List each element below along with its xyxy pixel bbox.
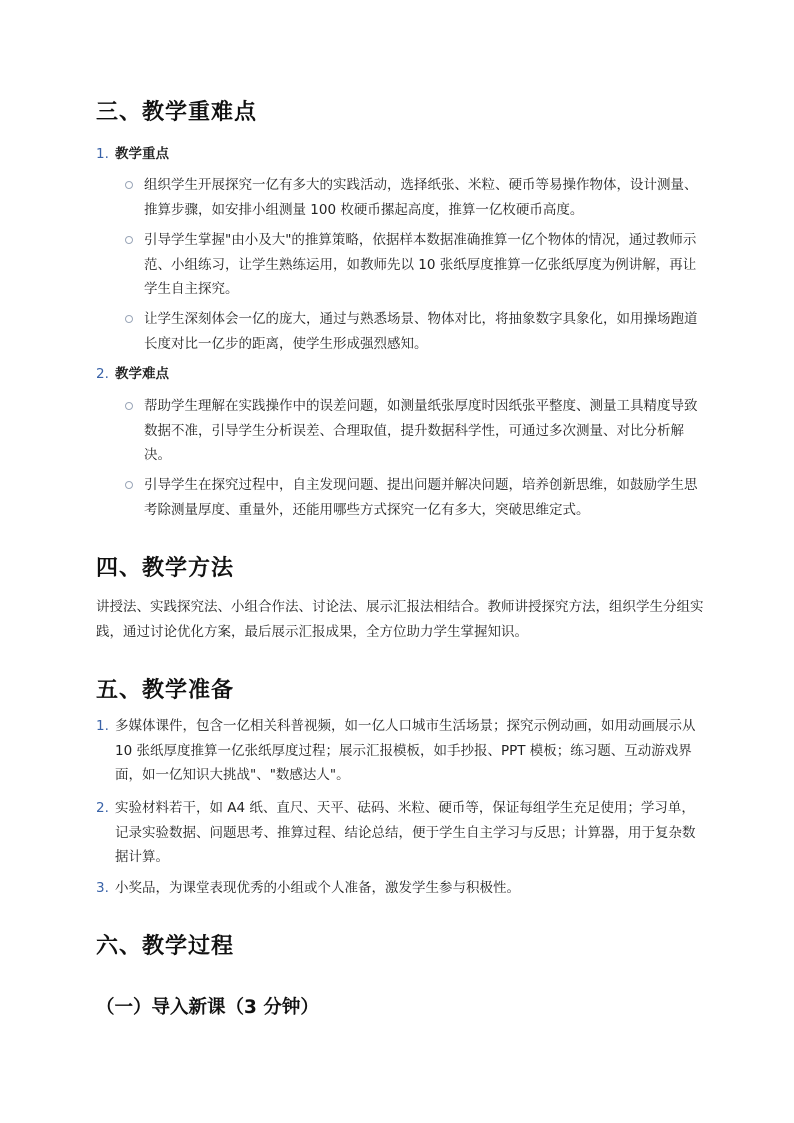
bullet-icon bbox=[125, 181, 133, 189]
list-item: 实验材料若干，如 A4 纸、直尺、天平、砝码、米粒、硬币等，保证每组学生充足使用；学习单，记录实验数据、问题思考、推算过程、结论总结，便于学生自主学习与反思；计算器，用于复杂数据计算。 bbox=[115, 800, 696, 865]
section-title-difficulties: 三、教学重难点 bbox=[96, 100, 258, 125]
list-item: 组织学生开展探究一亿有多大的实践活动，选择纸张、米粒、硬币等易操作物体，设计测量、推算步骤，如安排小组测量 100 枚硬币摞起高度，推算一亿枚硬币高度。 bbox=[144, 177, 698, 218]
list-number: 1. bbox=[96, 718, 109, 734]
list-number: 2. bbox=[96, 800, 109, 816]
methods-paragraph: 讲授法、实践探究法、小组合作法、讨论法、展示汇报法相结合。教师讲授探究方法，组织学生分组实践，通过讨论优化方案，最后展示汇报成果，全方位助力学生掌握知识。 bbox=[96, 599, 704, 640]
list-number: 2. bbox=[96, 366, 109, 382]
subsection-title-intro: （一）导入新课（3 分钟） bbox=[96, 997, 319, 1018]
list-item: 帮助学生理解在实践操作中的误差问题，如测量纸张厚度时因纸张平整度、测量工具精度导致数据不准，引导学生分析误差、合理取值，提升数据科学性，可通过多次测量、对比分析解决。 bbox=[144, 398, 698, 463]
list-item: 小奖品，为课堂表现优秀的小组或个人准备，激发学生参与积极性。 bbox=[115, 880, 520, 896]
subheading-key-points: 教学重点 bbox=[115, 146, 169, 162]
bullet-icon bbox=[125, 236, 133, 244]
section-title-preparation: 五、教学准备 bbox=[96, 678, 235, 703]
section-title-methods: 四、教学方法 bbox=[96, 556, 235, 581]
bullet-icon bbox=[125, 315, 133, 323]
subheading-difficulties: 教学难点 bbox=[115, 366, 169, 382]
list-item: 让学生深刻体会一亿的庞大，通过与熟悉场景、物体对比，将抽象数字具象化，如用操场跑道长度对比一亿步的距离，使学生形成强烈感知。 bbox=[144, 311, 698, 352]
section-title-process: 六、教学过程 bbox=[96, 934, 235, 959]
list-item: 多媒体课件，包含一亿相关科普视频，如一亿人口城市生活场景；探究示例动画，如用动画展示从 10 张纸厚度推算一亿张纸厚度过程；展示汇报模板，如手抄报、PPT 模板；练习题、互动游戏界面，如一亿知识大挑战"、"数感达人"。 bbox=[115, 718, 696, 783]
bullet-icon bbox=[125, 481, 133, 489]
list-number: 1. bbox=[96, 146, 109, 162]
list-item: 引导学生在探究过程中，自主发现问题、提出问题并解决问题，培养创新思维，如鼓励学生思考除测量厚度、重量外，还能用哪些方式探究一亿有多大，突破思维定式。 bbox=[144, 477, 698, 518]
bullet-icon bbox=[125, 402, 133, 410]
list-item: 引导学生掌握"由小及大"的推算策略，依据样本数据准确推算一亿个物体的情况，通过教师示范、小组练习，让学生熟练运用，如教师先以 10 张纸厚度推算一亿张纸厚度为例讲解，再让学生自主探究。 bbox=[144, 232, 697, 297]
list-number: 3. bbox=[96, 880, 109, 896]
